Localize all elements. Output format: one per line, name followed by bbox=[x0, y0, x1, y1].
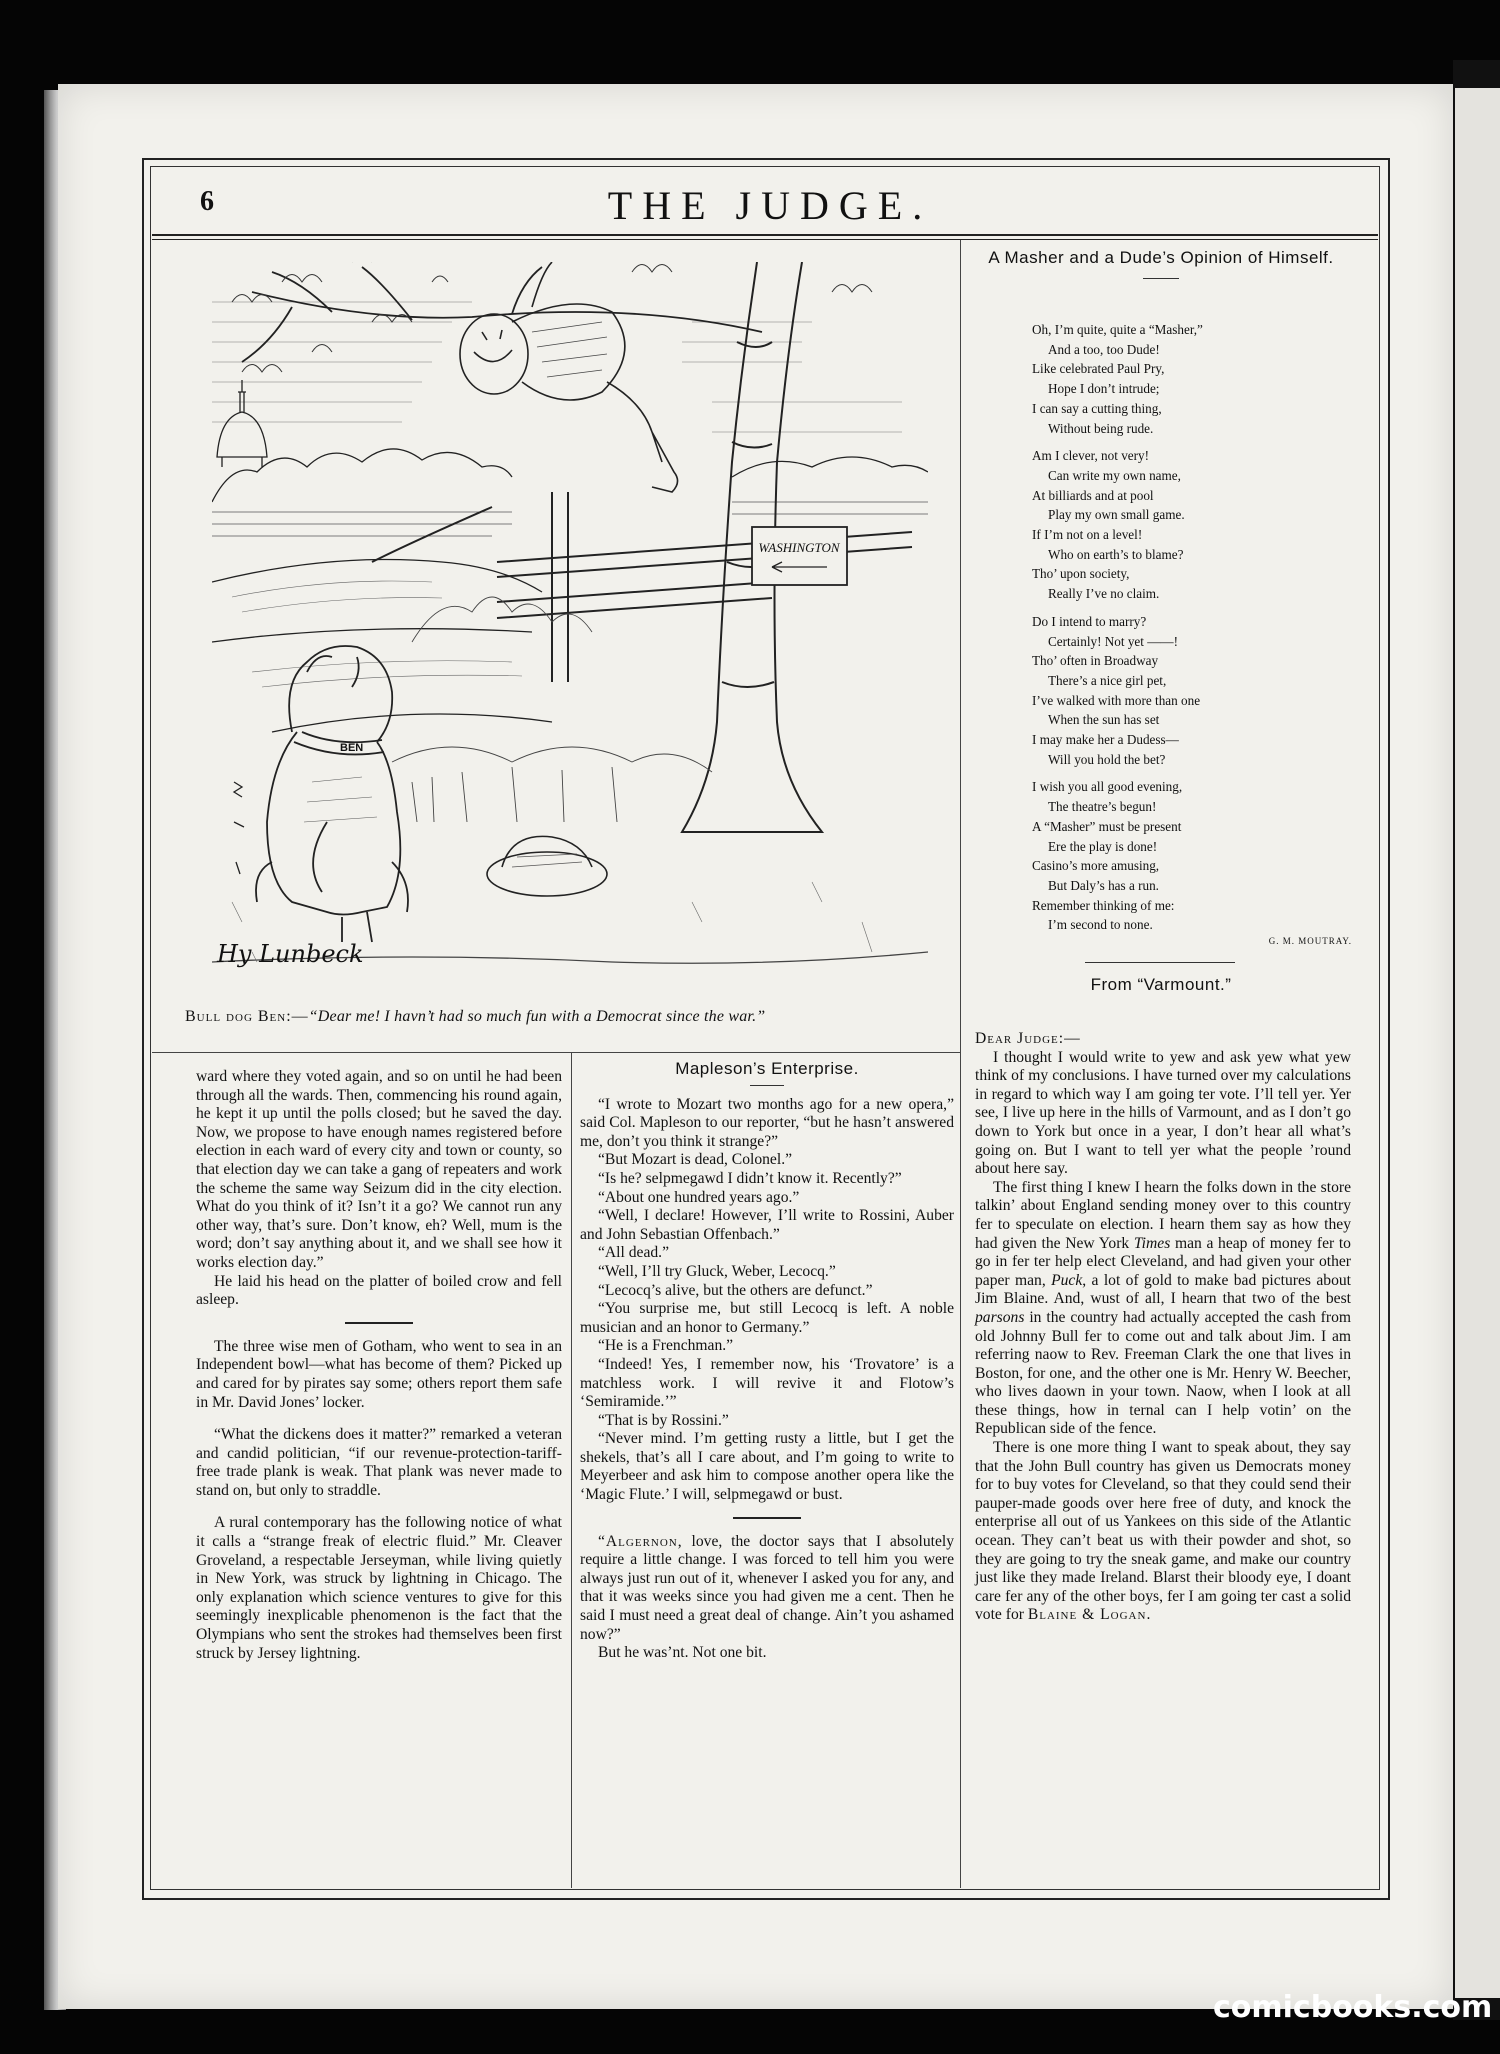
heading-rule bbox=[750, 1085, 784, 1086]
poem-stanza bbox=[1032, 320, 1362, 438]
poem-line: But Daly’s has a run. bbox=[1048, 877, 1159, 893]
text-run-italic: parsons bbox=[975, 1308, 1025, 1326]
dialogue-line: “That is by Rossini.” bbox=[598, 1411, 729, 1429]
section-divider bbox=[733, 1517, 801, 1519]
paragraph: A rural contemporary has the following notice of what it calls a “strange freak of electric fluid.” Mr. Cleaver Groveland, a respectable Jerseyman, while living quietly in New York, was struck by lightning in Chicago. The only explanation which science ventures to give for this seemingly inexplicable phenomenon is the fact that the Olympians who sent the strokes had themselves been first struck by Jersey lightning. bbox=[196, 1514, 562, 1662]
dog-collar-text: BEN bbox=[340, 742, 364, 754]
column-divider-left bbox=[571, 1053, 572, 1888]
dialogue-line: “He is a Frenchman.” bbox=[598, 1337, 734, 1355]
page-number: 6 bbox=[200, 186, 214, 217]
capitol-dome bbox=[217, 380, 267, 467]
masthead-rule bbox=[152, 234, 1378, 236]
editorial-cartoon bbox=[212, 262, 928, 982]
algernon-text: love, the doctor says that I absolutely require a little change. I was forced to tell him you were always just run out of it, whenever I asked you for any, and that it was weeks since you had given me a cent. Then he said I must need a great deal of change. Ain’t you ashamed now?” bbox=[580, 1532, 954, 1643]
caption-speaker: Bull dog Ben:— bbox=[185, 1008, 309, 1025]
poem-line: Can write my own name, bbox=[1048, 467, 1181, 483]
poem-line: Like celebrated Paul Pry, bbox=[1032, 361, 1165, 377]
poem-line: I wish you all good evening, bbox=[1032, 779, 1183, 795]
poem-author: G. M. MOUTRAY. bbox=[1268, 936, 1352, 946]
hanging-figure bbox=[460, 262, 678, 492]
bulldog-ben bbox=[256, 646, 408, 942]
cartoon-caption bbox=[185, 1008, 955, 1026]
dialogue-line: “Indeed! Yes, I remember now, his ‘Trovatore’ is a matchless work. I will revive it and Flotow’s ‘Semiramide.’” bbox=[580, 1355, 954, 1411]
dialogue-line: “You surprise me, but still Lecocq is left. A noble musician and an honor to Germany.” bbox=[580, 1300, 954, 1336]
text-run-smallcaps: Blaine & Logan. bbox=[1027, 1606, 1152, 1624]
right-column bbox=[975, 1030, 1351, 1625]
poem-line: I may make her a Dudess— bbox=[1032, 732, 1179, 748]
salutation: Dear Judge:— bbox=[975, 1030, 1081, 1047]
text-run-italic: Puck bbox=[1051, 1271, 1083, 1289]
text-run: There is one more thing I want to speak about, they say that the John Bull country has given us Democrats money for to buy votes for Cleveland, so that they could send their pauper-made goods over here free of duty, and knock the enterprise all out of us Yankees on this side of the Atlantic ocean. They can’t beat us with their powder and shot, so they are going to try the sneak game, and make our country just like they made Ireland. Blarst their bloody eye, I doant care fer any of the other boys, fer I am going ter cast a solid vote for bbox=[975, 1439, 1351, 1624]
poem-line: Certainly! Not yet ——! bbox=[1048, 633, 1179, 649]
paragraph bbox=[975, 1179, 1351, 1439]
paragraph: ward where they voted again, and so on until he had been through all the wards. Then, commencing his round again, he kept it up until the polls closed; but he saved the day. Now, we propose to have enough names registered before election in each ward of every city and town or county, so that election day we can take a gang of repeaters and work the scheme the same way Seizum did in the city election. What do you think of it? Isn’t it a go? We cannot run any other way, that’s sure. Don’t know, eh? Well, mum is the word; don’t say anything about it, and we shall see how it works election day.” bbox=[196, 1068, 562, 1271]
paragraph bbox=[975, 1439, 1351, 1625]
signpost-text: WASHINGTON bbox=[758, 540, 840, 555]
poem-line: Do I intend to marry? bbox=[1032, 613, 1147, 629]
text-run: The first thing I knew I hearn the folks down in the store talkin’ about England sending money over to this country fer to speculate on election. I hearn them say as how they had given the New York bbox=[975, 1178, 1351, 1252]
dialogue-line: “I wrote to Mozart two months ago for a new opera,” said Col. Mapleson to our reporter, “but he hasn’t answered me, don’t you think it strange?” bbox=[580, 1095, 954, 1150]
poem-line: The theatre’s begun! bbox=[1048, 799, 1157, 815]
poem-line: Without being rude. bbox=[1048, 420, 1154, 436]
next-page-sliver bbox=[1455, 88, 1500, 1998]
poem-stanza bbox=[1032, 777, 1362, 935]
poem-line: Remember thinking of me: bbox=[1032, 897, 1175, 913]
poem-line: At billiards and at pool bbox=[1032, 487, 1154, 503]
poem-line: Casino’s more amusing, bbox=[1032, 858, 1160, 874]
text-run: in the country had actually accepted the cash from old Johnny Bull fer to come out and talk about Jim. I am referring naow to Rev. Freeman Clark the one that lives in Boston, for one, and the other one is Mr. Henry W. Beecher, who lives daown in your town. Naow, when I look at all these things, how in ternal can I help votin’ on the Republican side of the fence. bbox=[975, 1308, 1351, 1438]
article-heading: Mapleson’s Enterprise. bbox=[675, 1059, 859, 1078]
paragraph: “What the dickens does it matter?” remarked a veteran and candid politician, “if our revenue-protection-tariff-free trade plank is weak. That plank was never made to stand on, but only to straddle. bbox=[196, 1426, 562, 1499]
zigzag-marks bbox=[234, 782, 244, 874]
foliage bbox=[232, 262, 872, 372]
section-divider bbox=[345, 1322, 413, 1324]
watermark: comicbooks.com bbox=[1213, 1990, 1493, 2025]
paragraph bbox=[580, 1533, 954, 1645]
poem-line: Tho’ often in Broadway bbox=[1032, 653, 1159, 669]
poem-line: Am I clever, not very! bbox=[1032, 448, 1150, 464]
poem-line: I can say a cutting thing, bbox=[1032, 400, 1162, 416]
dialogue-line: “Well, I declare! However, I’ll write to Rossini, Auber and John Sebastian Offenbach.” bbox=[580, 1207, 954, 1243]
dialogue-line: “Never mind. I’m getting rusty a little, but I get the shekels, that’s all I care about, and I’m going to write to Meyerbeer and ask him to compose another opera like the ‘Magic Flute.’ I will, selpmegawd or bust. bbox=[580, 1430, 954, 1504]
poem-stanza bbox=[1032, 612, 1362, 770]
poem-line: There’s a nice girl pet, bbox=[1048, 672, 1167, 688]
poem-line: I’ve walked with more than one bbox=[1032, 692, 1201, 708]
left-column bbox=[196, 1068, 562, 1663]
paragraph: The three wise men of Gotham, who went to sea in an Independent bowl—what has become of them? Picked up and cared for by pirates say some; others report them safe in Mr. David Jones’ locker. bbox=[196, 1337, 562, 1411]
cartoon-bottom-rule bbox=[152, 1052, 960, 1053]
poem-line: Tho’ upon society, bbox=[1032, 566, 1130, 582]
distant-trees bbox=[212, 449, 928, 502]
caption-quote: “Dear me! I havn’t had so much fun with a Democrat since the war.” bbox=[308, 1008, 766, 1025]
dialogue-line: “Is he? selpmegawd I didn’t know it. Recently?” bbox=[598, 1169, 902, 1187]
poem-title bbox=[962, 248, 1360, 279]
column-divider-right bbox=[960, 240, 961, 1888]
hat-on-ground bbox=[487, 836, 607, 896]
middle-column bbox=[580, 1060, 954, 1663]
poem-line: Who on earth’s to blame? bbox=[1048, 546, 1184, 562]
text-run: , a lot of gold to make bad pictures about Jim Blaine. And, wust of all, I hearn that two of the best bbox=[975, 1271, 1351, 1308]
dialogue-line: “But Mozart is dead, Colonel.” bbox=[598, 1151, 793, 1169]
dialogue-line: “All dead.” bbox=[598, 1244, 670, 1262]
poem-stanza bbox=[1032, 446, 1362, 604]
poem-line: Really I’ve no claim. bbox=[1048, 586, 1160, 602]
article-heading: From “Varmount.” bbox=[1090, 975, 1232, 994]
paragraph: He laid his head on the platter of boiled crow and fell asleep. bbox=[196, 1272, 562, 1309]
poem-line: Play my own small game. bbox=[1048, 507, 1185, 523]
artist-signature: Hy Lunbeck bbox=[217, 940, 364, 968]
poem-line: Will you hold the bet? bbox=[1048, 751, 1166, 767]
text-run-italic: Times bbox=[1133, 1234, 1171, 1252]
poem-line: Oh, I’m quite, quite a “Masher,” bbox=[1032, 322, 1203, 337]
masthead-title: THE JUDGE. bbox=[607, 183, 933, 228]
poem-line: And a too, too Dude! bbox=[1048, 341, 1160, 357]
poem-end-rule bbox=[1085, 962, 1235, 963]
washington-signpost bbox=[752, 527, 847, 585]
field-hills bbox=[212, 560, 552, 733]
poem-line: Hope I don’t intrude; bbox=[1048, 381, 1160, 397]
dialogue-line: “Well, I’ll try Gluck, Weber, Lecocq.” bbox=[598, 1262, 836, 1280]
poem-line: I’m second to none. bbox=[1048, 917, 1153, 933]
fence bbox=[372, 492, 912, 682]
paragraph: But he was’nt. Not one bit. bbox=[598, 1644, 767, 1662]
poem-line: Ere the play is done! bbox=[1048, 838, 1158, 854]
dialogue-line: “About one hundred years ago.” bbox=[598, 1188, 800, 1206]
text-run: man a heap of money fer to go in fer ter help elect Cleveland, and had given your other paper man, bbox=[975, 1234, 1351, 1289]
poem-line: When the sun has set bbox=[1048, 712, 1160, 728]
poem-title-text: A Masher and a Dude’s Opinion of Himself. bbox=[988, 248, 1334, 267]
poem-line: A “Masher” must be present bbox=[1032, 818, 1182, 834]
masthead-rule-thin bbox=[152, 239, 1378, 240]
algernon-name: “Algernon, bbox=[598, 1532, 683, 1550]
title-rule bbox=[1143, 278, 1179, 279]
dialogue-line: “Lecocq’s alive, but the others are defunct.” bbox=[598, 1281, 873, 1299]
paragraph: I thought I would write to yew and ask yew what yew think of my conclusions. I have turned over my calculations in regard to which way I am going ter vote. I’ll tell yer. Yer see, I live up here in the hills of Varmount, and as I don’t go down to York but once in a year, I don’t hear all what’s going on. But I want to tell yer what the people ’round about here say. bbox=[975, 1048, 1351, 1178]
sky-hatching bbox=[212, 302, 902, 432]
poem-line: If I’m not on a level! bbox=[1032, 527, 1143, 543]
poem-body bbox=[1032, 320, 1362, 943]
